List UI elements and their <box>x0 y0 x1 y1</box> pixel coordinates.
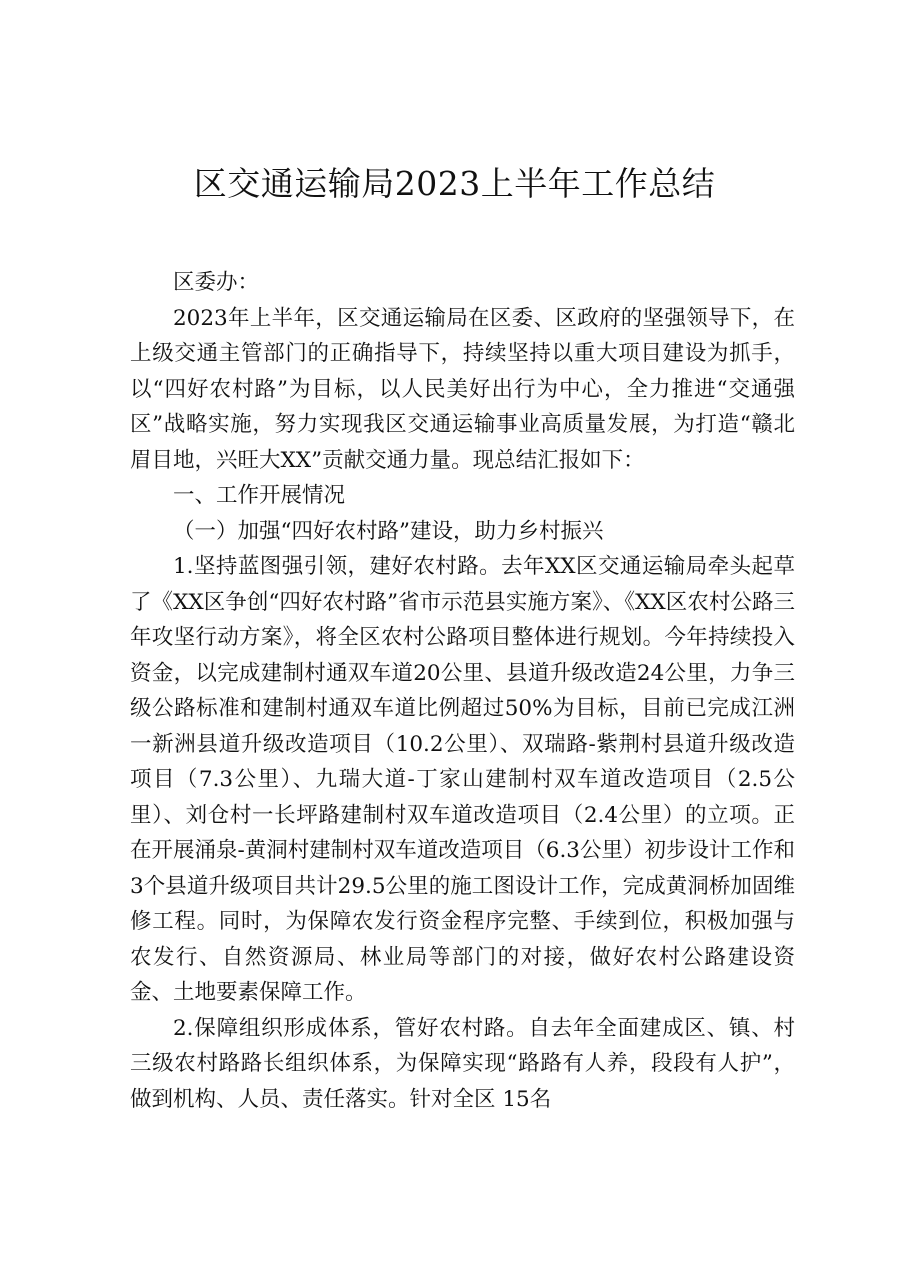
paragraph-intro: 2023年上半年，区交通运输局在区委、区政府的坚强领导下，在上级交通主管部门的正确指导下，持续坚持以重大项目建设为抓手，以“四好农村路”为目标，以人民美好出行为中心，全力推进“交通强区”战略实施，努力实现我区交通运输事业高质量发展，为打造“赣北眉目地，兴旺大XX”贡献交通力量。现总结汇报如下： <box>130 305 795 473</box>
section-heading: 一、工作开展情况 <box>173 483 346 508</box>
salutation: 区委办： <box>173 270 260 295</box>
paragraph-item-1: 1.坚持蓝图强引领，建好农村路。去年XX区交通运输局牵头起草了《XX区争创“四好农村路”省市示范县实施方案》、《XX区农村公路三年攻坚行动方案》，将全区农村公路项目整体进行规划。今年持续投入资金，以完成建制村通双车道20公里、县道升级改造24公里，力争三级公路标准和建制村通双车道比例超过50%为目标，目前已完成江洲一新洲县道升级改造项目（10.2公里）、双瑞路-紫荆村县道升级改造项目（7.3公里）、九瑞大道-丁家山建制村双车道改造项目（2.5公里）、刘仓村一长坪路建制村双车道改造项目（2.4公里）的立项。正在开展涌泉-黄洞村建制村双车道改造项目（6.3公里）初步设计工作和3个县道升级项目共计29.5公里的施工图设计工作，完成黄洞桥加固维修工程。同时，为保障农发行资金程序完整、手续到位，积极加强与农发行、自然资源局、林业局等部门的对接，做好农村公路建设资金、土地要素保障工作。 <box>130 554 795 1005</box>
document-body <box>130 265 795 1117</box>
subsection-heading: （一）加强“四好农村路”建设，助力乡村振兴 <box>173 518 604 544</box>
paragraph-item-2: 2.保障组织形成体系，管好农村路。自去年全面建成区、镇、村三级农村路路长组织体系，为保障实现“路路有人养，段段有人护”，做到机构、人员、责任落实。针对全区 15名 <box>130 1015 795 1112</box>
document-title: 区交通运输局2023上半年工作总结 <box>193 164 716 203</box>
